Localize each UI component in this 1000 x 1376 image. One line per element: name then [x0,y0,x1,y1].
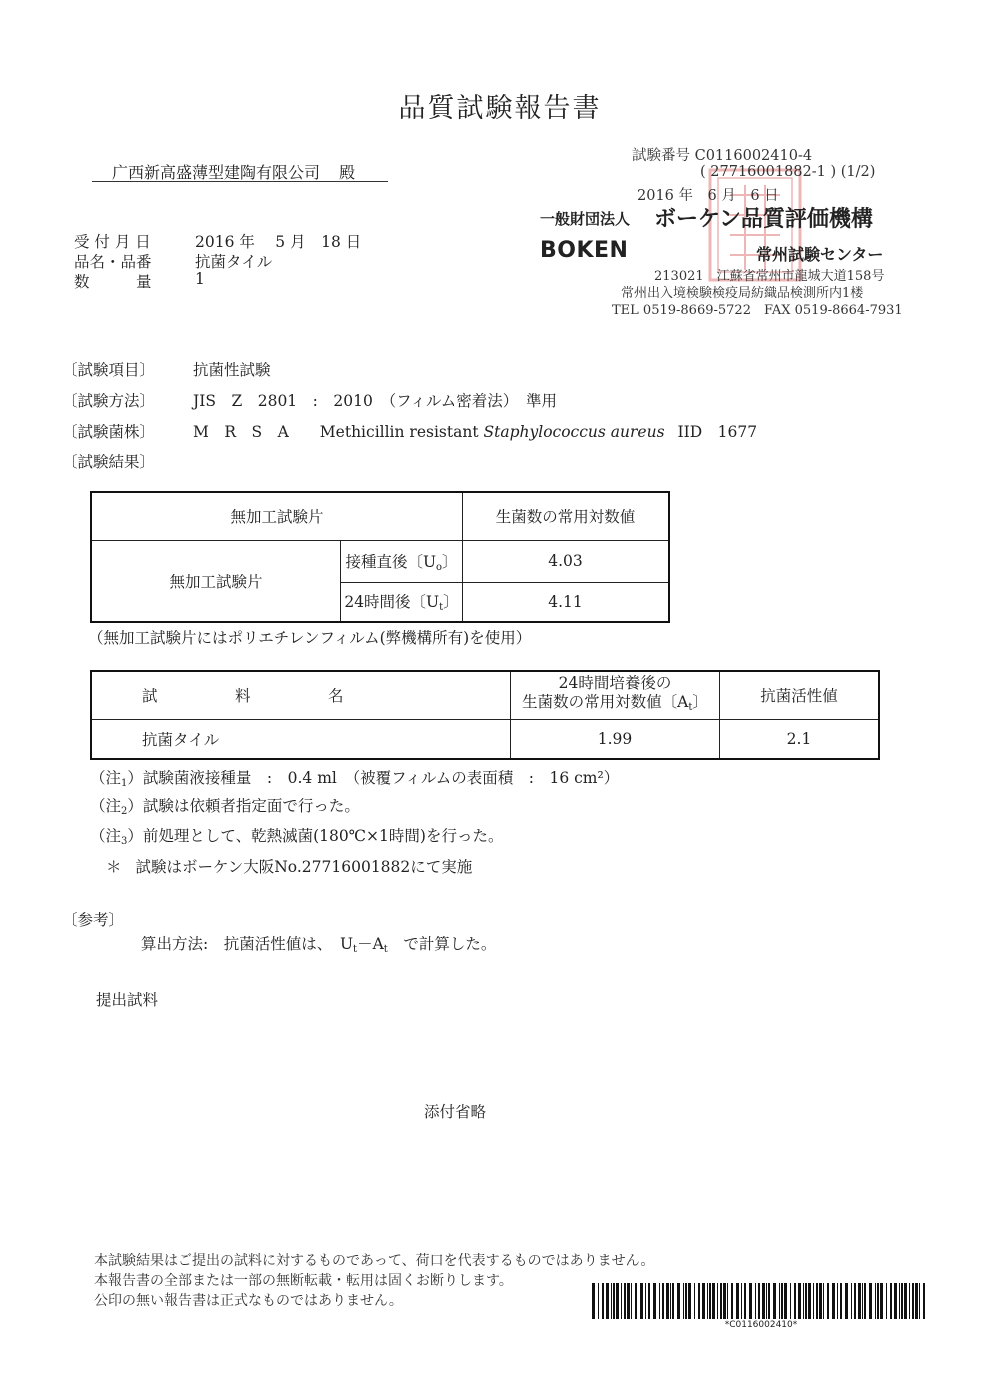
barcode-bar [840,1283,842,1319]
barcode-bar [621,1283,622,1319]
barcode-bar [624,1283,626,1319]
table2-sample-activity: 2.1 [720,719,880,759]
barcode [590,1283,932,1319]
barcode-bar [627,1283,630,1319]
barcode-bar [827,1283,829,1319]
barcode-bar [819,1283,822,1319]
barcode-bar [854,1283,856,1319]
table2-sample-value: 1.99 [511,719,720,759]
antibacterial-result-table [90,670,880,760]
barcode-bar [744,1283,746,1319]
note-4: ＊ 試験はボーケン大阪No.27716001882にて実施 [106,858,473,876]
barcode-bar [758,1283,760,1319]
barcode-bar [762,1283,765,1319]
quantity-value: 1 [195,270,205,288]
barcode-bar [779,1283,780,1319]
strain-name: Methicillin resistant [319,423,479,441]
barcode-bar [645,1283,646,1319]
barcode-bar [837,1283,838,1319]
barcode-bar [803,1283,804,1319]
table2-header-sample: 試 料 名 [91,671,511,719]
barcode-bar [709,1283,711,1319]
disclaimer-3: 公印の無い報告書は正式なものではありません。 [94,1293,403,1309]
reference-number: ( 27716001882-1 ) (1/2) [700,164,876,180]
barcode-bar [768,1283,770,1319]
barcode-bar [712,1283,715,1319]
report-date: 2016 年 6 月 6 日 [637,188,779,204]
table1-caption: （無加工試験片にはポリエチレンフィルム(弊機構所有)を使用） [88,629,532,647]
table1-r2-value: 4.11 [463,582,670,622]
barcode-bar [773,1283,776,1319]
test-method-value: JIS Z 2801 : 2010 （フィルム密着法） 準用 [193,392,557,410]
barcode-bar [823,1283,824,1319]
attachment-note: 添付省略 [423,1103,486,1121]
strain-id: IID 1677 [677,423,758,441]
test-strain [193,420,757,442]
barcode-bar [915,1283,918,1319]
addressee-honorific: 殿 [339,163,356,182]
barcode-bar [923,1283,925,1319]
barcode-bar [890,1283,892,1319]
test-item-value: 抗菌性試験 [193,361,271,379]
issuer-prefix: 一般財団法人 [540,210,631,228]
reference-formula: 算出方法: 抗菌活性値は、 $U_t-A_t$ で計算した。 [141,935,497,955]
test-strain-label: 〔試験菌株〕 [62,423,156,441]
barcode-bar [894,1283,897,1319]
issuer-name: ボーケン品質評価機構 [654,207,873,232]
barcode-bar [702,1283,705,1319]
barcode-bar [794,1283,796,1319]
submitted-sample-label: 提出試料 [96,991,159,1009]
barcode-bar [864,1283,866,1319]
barcode-bar [749,1283,752,1319]
barcode-bar [688,1283,691,1319]
barcode-bar [666,1283,669,1319]
barcode-bar [662,1283,664,1319]
barcode-bar [875,1283,876,1319]
disclaimer-1: 本試験結果はご提出の試料に対するものであって、荷口を代表するものではありません。 [94,1253,655,1269]
barcode-bar [720,1283,722,1319]
addressee-company: 广西新高盛薄型建陶有限公司 [112,163,321,182]
barcode-bar [611,1283,612,1319]
barcode-bar [631,1283,632,1319]
issuer-address-2: 常州出入境検験検疫局紡織品検測所内1楼 [621,286,864,301]
strain-abbr: M R S A [193,423,289,441]
table2-header-value: 24時間培養後の 生菌数の常用対数値〔$A_t$〕 [511,671,720,719]
barcode-bar [741,1283,742,1319]
barcode-bar [653,1283,656,1319]
barcode-bar [813,1283,814,1319]
barcode-bar [731,1283,733,1319]
barcode-bar [606,1283,609,1319]
barcode-bar [648,1283,650,1319]
barcode-text: *C0116002410* [724,1320,798,1330]
test-number [632,144,812,165]
barcode-bar [727,1283,728,1319]
barcode-bar [592,1283,595,1319]
table1-r2-label: 24時間後〔$U_t$〕 [341,582,463,622]
disclaimer-2: 本報告書の全部または一部の無断転載・転用は固くお断りします。 [94,1273,513,1289]
barcode-bar [677,1283,680,1319]
barcode-bar [635,1283,637,1319]
issuer-phone: TEL 0519-8669-5722 FAX 0519-8664-7931 [612,303,903,318]
barcode-bar [707,1283,708,1319]
table1-r1-label: 接種直後〔$U_o$〕 [341,540,463,582]
barcode-bar [685,1283,687,1319]
barcode-bar [640,1283,643,1319]
test-result-label: 〔試験結果〕 [62,453,156,471]
barcode-bar [880,1283,883,1319]
barcode-bar [904,1283,907,1319]
table1-row-label: 無加工試験片 [91,540,341,622]
barcode-bar [877,1283,879,1319]
barcode-bar [858,1283,861,1319]
product-label: 品名・品番 [74,253,152,271]
table1-r1-value: 4.03 [463,540,670,582]
barcode-bar [670,1283,671,1319]
barcode-bar [790,1283,791,1319]
table2-header-activity: 抗菌活性値 [720,671,880,719]
barcode-bar [886,1283,887,1319]
barcode-bar [901,1283,903,1319]
barcode-bar [698,1283,700,1319]
test-number-label: 試験番号 [632,148,690,164]
barcode-bar [683,1283,684,1319]
product-value: 抗菌タイル [195,253,273,271]
test-item-label: 〔試験項目〕 [62,361,156,379]
barcode-bar [602,1283,604,1319]
barcode-bar [616,1283,619,1319]
report-title: 品質試験報告書 [398,93,602,124]
barcode-bar [808,1283,811,1319]
barcode-bar [919,1283,920,1319]
barcode-bar [766,1283,767,1319]
barcode-bar [816,1283,818,1319]
barcode-bar [717,1283,718,1319]
barcode-bar [805,1283,807,1319]
barcode-bar [781,1283,783,1319]
barcode-bar [672,1283,674,1319]
boken-logo: BOKEN [540,238,629,263]
note-3: （注$_3$）前処理として、乾熱滅菌(180℃×1時間)を行った。 [90,827,504,847]
barcode-bar [909,1283,910,1319]
reference-label: 〔参考〕 [62,911,125,929]
barcode-bar [613,1283,615,1319]
receipt-date-label: 受 付 月 日 [74,233,151,251]
barcode-bar [659,1283,660,1319]
barcode-bar [798,1283,801,1319]
receipt-date-value: 2016 年 5 月 18 日 [195,233,362,251]
barcode-bar [832,1283,835,1319]
barcode-bar [755,1283,756,1319]
control-result-table [90,491,670,623]
issuer-address-1: 213021 江蘇省常州市龍城大道158号 [654,269,885,284]
addressee-underline [92,181,388,182]
table1-header-right: 生菌数の常用対数値 [463,492,670,540]
barcode-bar [736,1283,739,1319]
strain-species: Staphylococcus aureus [483,423,665,441]
barcode-bar [784,1283,787,1319]
note-2: （注$_2$）試験は依頼者指定面で行った。 [90,797,360,817]
addressee [112,160,355,183]
barcode-bar [869,1283,872,1319]
test-method-label: 〔試験方法〕 [62,392,156,410]
barcode-bar [851,1283,852,1319]
barcode-bar [845,1283,848,1319]
barcode-bar [598,1283,599,1319]
barcode-bar [862,1283,863,1319]
table1-header-left: 無加工試験片 [91,492,463,540]
note-1: （注$_1$）試験菌液接種量 : 0.4 ml （被覆フィルムの表面積 : 16 cm²） [90,769,620,789]
barcode-bar [912,1283,914,1319]
issuer-center: 常州試験センター [756,245,884,264]
quantity-label: 数 量 [74,273,152,291]
table2-sample-name: 抗菌タイル [91,719,511,759]
barcode-bar [723,1283,726,1319]
barcode-bar [694,1283,695,1319]
test-number-value: C0116002410-4 [694,148,813,164]
barcode-bar [899,1283,900,1319]
